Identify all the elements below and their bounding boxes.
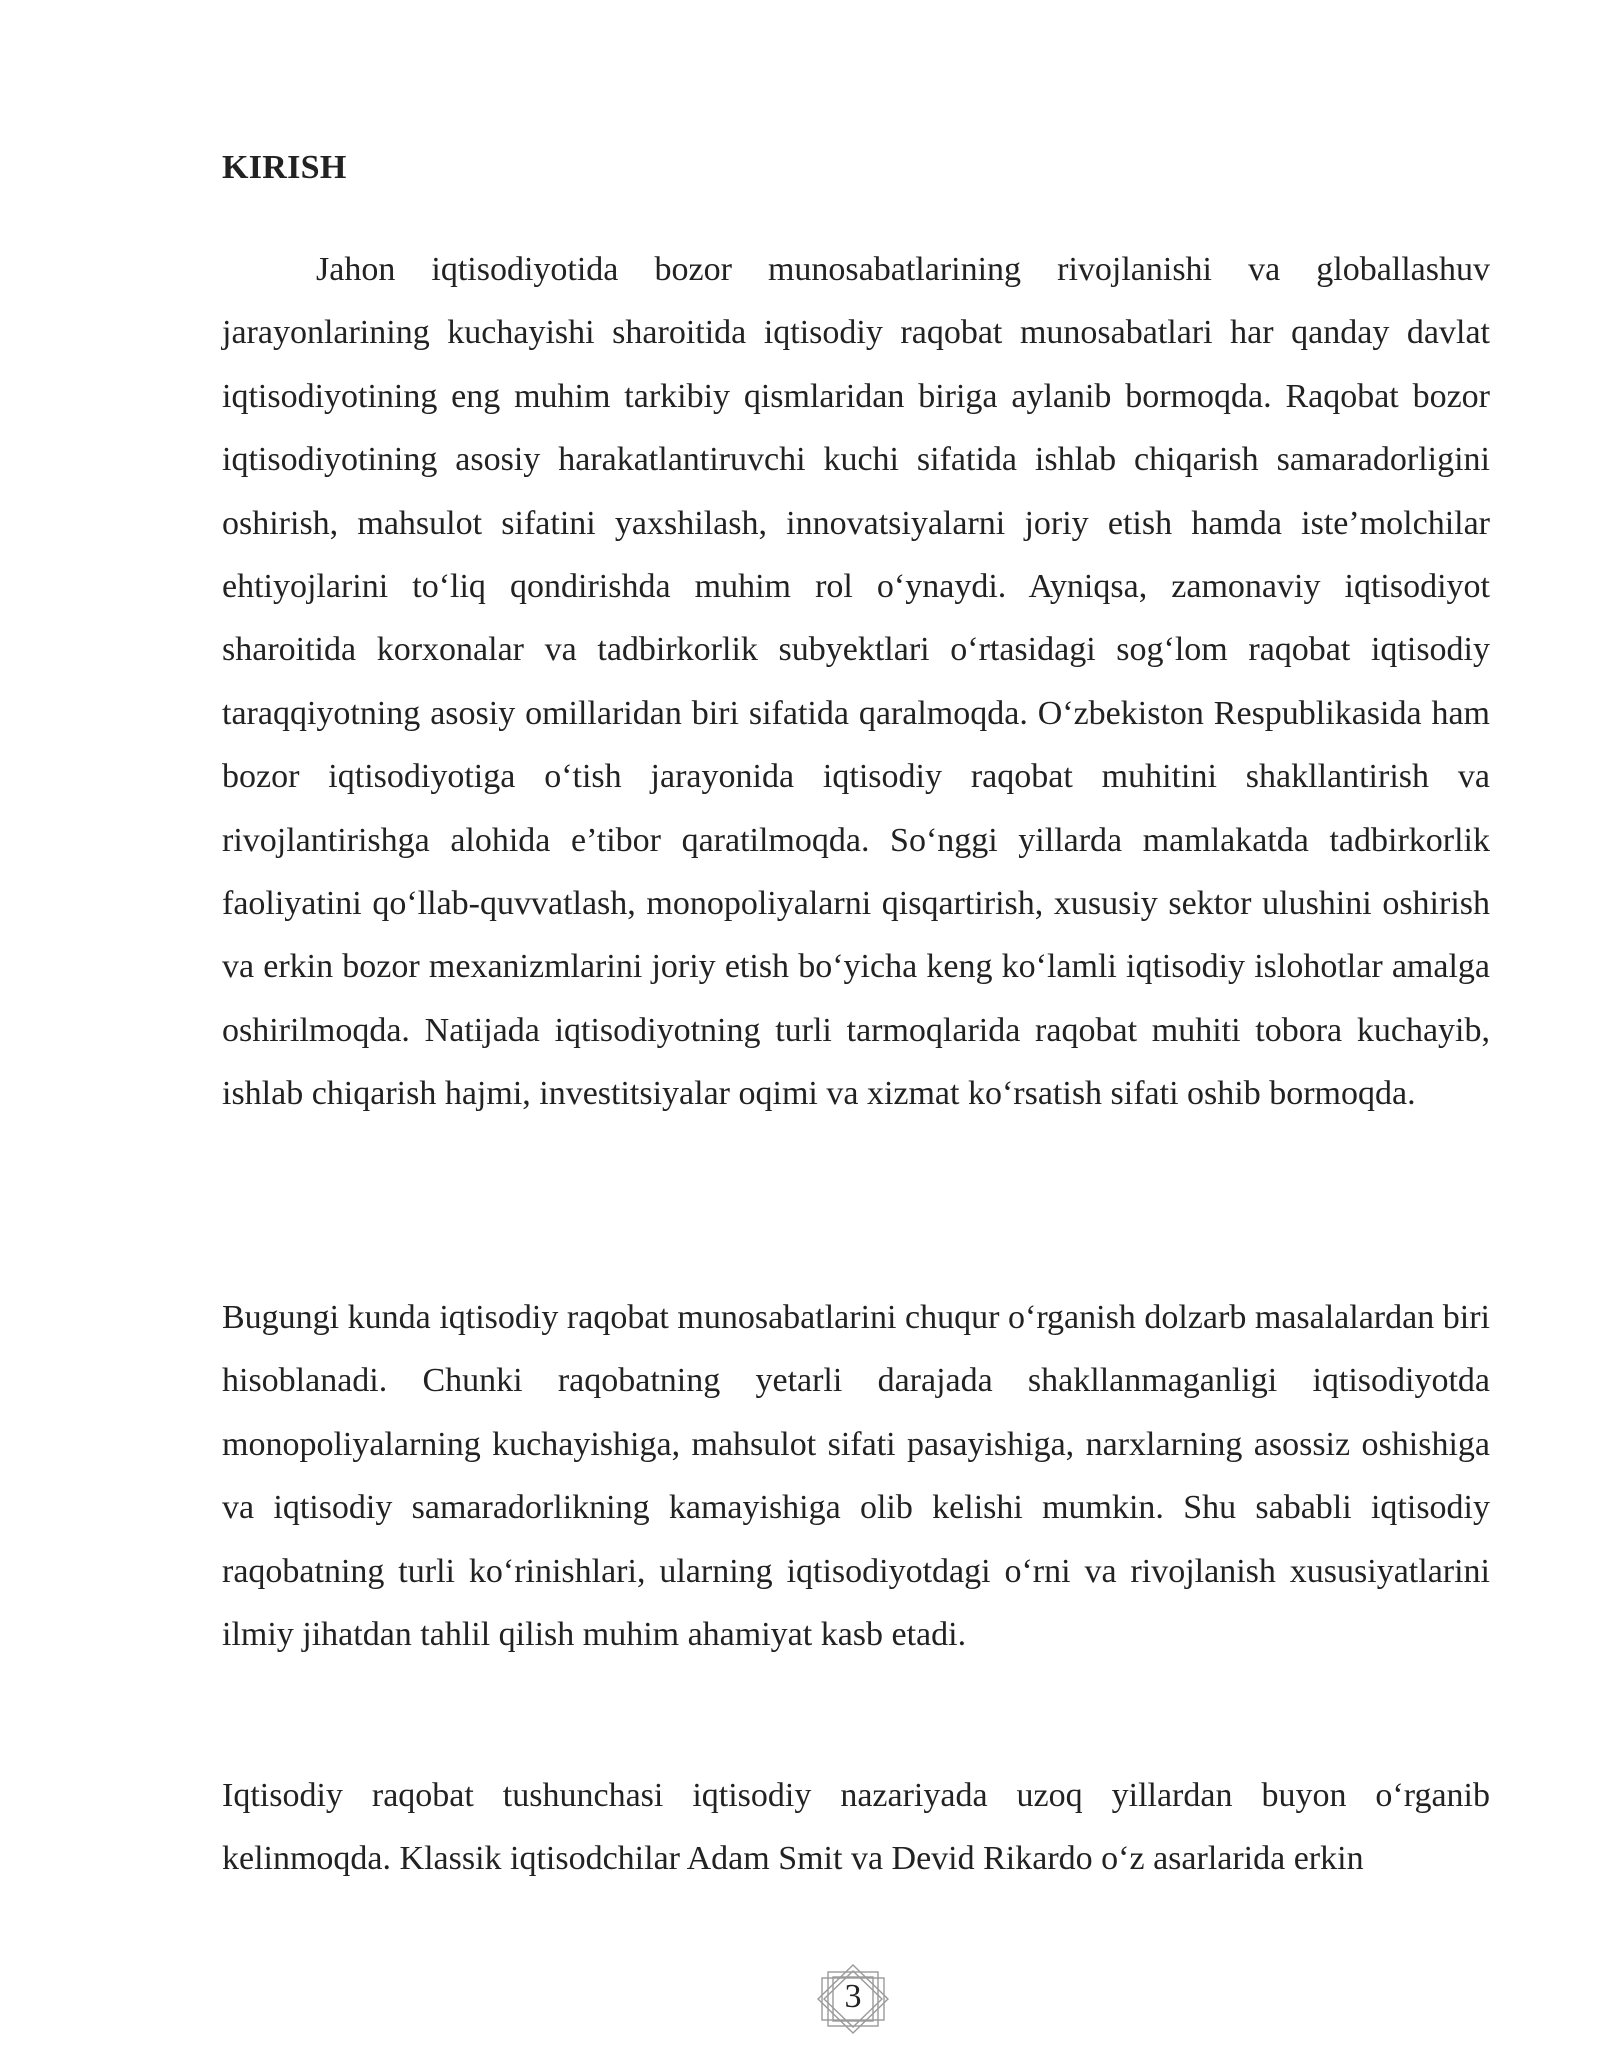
document-page	[222, 0, 1490, 2070]
paragraph-1: Jahon iqtisodiyotida bozor munosabatlarining rivojlanishi va globallashuv jarayonlarining kuchayishi sharoitida iqtisodiy raqobat munosabatlari har qanday davlat iqtisodiyotining eng muhim tarkibiy qismlaridan biriga aylanib bormoqda. Raqobat bozor iqtisodiyotining asosiy harakatlantiruvchi kuchi sifatida ishlab chiqarish samaradorligini oshirish, mahsulot sifatini yaxshilash, innovatsiyalarni joriy etish hamda iste’molchilar ehtiyojlarini to‘liq qondirishda muhim rol o‘ynaydi. Ayniqsa, zamonaviy iqtisodiyot sharoitida korxonalar va tadbirkorlik subyektlari o‘rtasidagi sog‘lom raqobat iqtisodiy taraqqiyotning asosiy omillaridan biri sifatida qaralmoqda. O‘zbekiston Respublikasida ham bozor iqtisodiyotiga o‘tish jarayonida iqtisodiy raqobat muhitini shakllantirish va rivojlantirishga alohida e’tibor qaratilmoqda. So‘nggi yillarda mamlakatda tadbirkorlik faoliyatini qo‘llab-quvvatlash, monopoliyalarni qisqartirish, xususiy sektor ulushini oshirish va erkin bozor mexanizmlarini joriy etish bo‘yicha keng ko‘lamli iqtisodiy islohotlar amalga oshirilmoqda. Natijada iqtisodiyotning turli tarmoqlarida raqobat muhiti tobora kuchayib, ishlab chiqarish hajmi, investitsiyalar oqimi va xizmat ko‘rsatish sifati oshib bormoqda.	[222, 251, 1490, 1113]
page-number: 3	[844, 1978, 862, 2015]
paragraph-2: Bugungi kunda iqtisodiy raqobat munosabatlarini chuqur o‘rganish dolzarb masalalardan biri hisoblanadi. Chunki raqobatning yetarli darajada shakllanmaganligi iqtisodiyotda monopoliyalarning kuchayishiga, mahsulot sifati pasayishiga, narxlarning asossiz oshishiga va iqtisodiy samaradorlikning kamayishiga olib kelishi mumkin. Shu sababli iqtisodiy raqobatning turli ko‘rinishlari, ularning iqtisodiyotdagi o‘rni va rivojlanish xususiyatlarini ilmiy jihatdan tahlil qilish muhim ahamiyat kasb etadi.	[222, 1299, 1490, 1654]
paragraph-3: Iqtisodiy raqobat tushunchasi iqtisodiy nazariyada uzoq yillardan buyon o‘rganib kelinmoqda. Klassik iqtisodchilar Adam Smit va Devid Rikardo o‘z asarlarida erkin	[222, 1777, 1490, 1878]
section-heading: KIRISH	[222, 149, 347, 186]
page-number-ornament	[812, 1962, 894, 2036]
